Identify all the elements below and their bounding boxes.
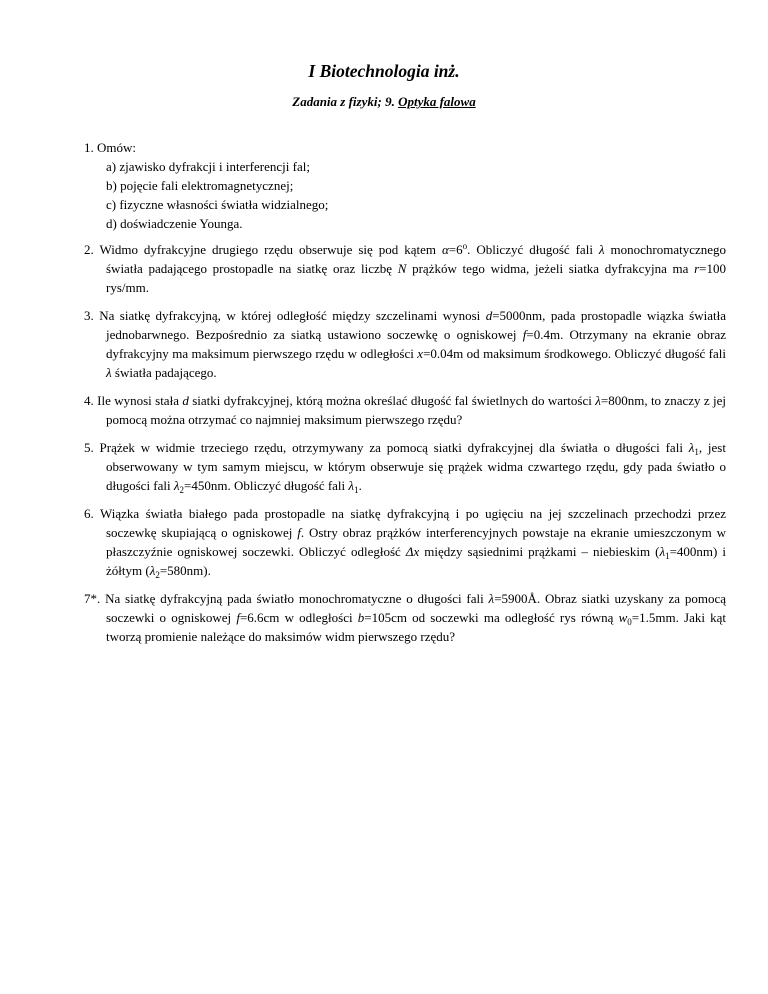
subscript: 1 bbox=[665, 551, 670, 561]
problem-1-item-c: c) fizyczne własności światła widzialnego; bbox=[106, 197, 329, 212]
problem-1 bbox=[84, 138, 726, 233]
text: =5000nm, pada prostopadle wiązka światła jednobarwnego. Bezpośrednio za siatką ustawiono soczewkę o ogniskowej bbox=[106, 308, 726, 342]
subscript: 0 bbox=[627, 617, 632, 627]
text: =400nm) i żółtym ( bbox=[106, 544, 726, 578]
text: =105cm od soczewki ma odległość rys równą bbox=[364, 610, 619, 625]
text: 2. Widmo dyfrakcyjne drugiego rzędu obserwuje się pod kątem bbox=[84, 242, 442, 257]
subtitle-topic: Optyka falowa bbox=[398, 94, 476, 109]
problem-5 bbox=[84, 438, 726, 495]
text: =100 rys/mm. bbox=[106, 261, 726, 295]
symbol-n: N bbox=[397, 261, 407, 276]
text: =6 bbox=[448, 242, 463, 257]
problem-1-item-a: a) zjawisko dyfrakcji i interferencji fal; bbox=[106, 159, 310, 174]
text: prążków tego widma, jeżeli siatka dyfrakcyjna ma bbox=[406, 261, 695, 276]
text: . Ostry obraz prążków interferencyjnych powstaje na ekranie umieszczonym w płaszczyźnie ogniskowej soczewki. Obliczyć odległość bbox=[106, 525, 726, 559]
problem-1-item-d: d) doświadczenie Younga. bbox=[106, 216, 243, 231]
text: , jest obserwowany w tym samym miejscu, w którym obserwuje się prążek widma czwartego rzędu, gdy pada światło o długości fali bbox=[106, 440, 726, 493]
problem-3 bbox=[84, 306, 726, 382]
subscript: 1 bbox=[354, 485, 359, 495]
text: =0.4m. Otrzymany na ekranie obraz dyfrakcyjny ma maksimum pierwszego rzędu w odległości bbox=[106, 327, 726, 361]
symbol-lambda: λ bbox=[173, 478, 180, 493]
text: siatki dyfrakcyjnej, którą można określać długość fal świetlnych do wartości bbox=[188, 393, 596, 408]
text: =0.04m od maksimum środkowego. Obliczyć długość fali bbox=[423, 346, 727, 361]
symbol-r: r bbox=[694, 261, 700, 276]
symbol-lambda: λ bbox=[149, 563, 156, 578]
symbol-lambda: λ bbox=[598, 242, 605, 257]
text: =800nm, to znaczy z jej pomocą można otrzymać co najmniej maksimum pierwszego rzędu? bbox=[106, 393, 727, 427]
symbol-lambda: λ bbox=[348, 478, 355, 493]
document-title: I Biotechnologia inż. bbox=[308, 61, 460, 81]
symbol-f: f bbox=[522, 327, 527, 342]
problem-4 bbox=[84, 391, 726, 429]
symbol-f: f bbox=[297, 525, 301, 540]
document-subtitle bbox=[0, 94, 768, 110]
symbol-lambda: λ bbox=[488, 591, 495, 606]
problem-1-intro: 1. Omów: bbox=[84, 140, 136, 155]
subtitle-prefix: Zadania z fizyki; 9. bbox=[292, 94, 399, 109]
text: 4. Ile wynosi stała bbox=[84, 393, 183, 408]
text: 3. Na siatkę dyfrakcyjną, w której odległość między szczelinami wynosi bbox=[84, 308, 486, 323]
symbol-lambda: λ bbox=[106, 365, 112, 380]
text: =1.5mm. Jaki kąt tworzą promienie należące do maksimów widm pierwszego rzędu? bbox=[106, 610, 726, 644]
text: =580nm). bbox=[159, 563, 211, 578]
symbol-d: d bbox=[485, 308, 493, 323]
text: 7*. Na siatkę dyfrakcyjną pada światło monochromatyczne o długości fali bbox=[84, 591, 489, 606]
text: =5900Å. Obraz siatki uzyskany za pomocą soczewki o ogniskowej bbox=[106, 591, 726, 625]
problem-2 bbox=[84, 240, 726, 297]
text: =450nm. Obliczyć długość fali bbox=[184, 478, 349, 493]
symbol-d: d bbox=[182, 393, 189, 408]
subscript: 2 bbox=[179, 485, 185, 495]
text: 5. Prążek w widmie trzeciego rzędu, otrzymywany za pomocą siatki dyfrakcyjnej dla światła o długości fali bbox=[84, 440, 689, 455]
symbol-alpha: α bbox=[441, 242, 449, 257]
text: . Obliczyć długość fali bbox=[467, 242, 599, 257]
symbol-f: f bbox=[236, 610, 240, 625]
symbol-lambda: λ bbox=[595, 393, 601, 408]
text: monochromatycznego światła padającego prostopadle na siatkę oraz liczbę bbox=[106, 242, 727, 276]
problem-1-subitems bbox=[106, 157, 726, 233]
symbol-delta-x: Δx bbox=[405, 544, 420, 559]
subscript: 2 bbox=[155, 570, 160, 580]
symbol-lambda: λ bbox=[688, 440, 695, 455]
text: między sąsiednimi prążkami – niebieskim ( bbox=[419, 544, 660, 559]
text: . bbox=[358, 478, 362, 493]
symbol-lambda: λ bbox=[659, 544, 666, 559]
problem-list bbox=[84, 138, 726, 655]
symbol-x: x bbox=[417, 346, 424, 361]
problem-6 bbox=[84, 504, 726, 580]
degree-mark: o bbox=[462, 241, 468, 251]
text: 6. Wiązka światła białego pada prostopadle na siatkę dyfrakcyjną i po ugięciu na jej szczelinach przechodzi przez soczewkę skupiającą o ogniskowej bbox=[84, 506, 726, 540]
text: =6.6cm w odległości bbox=[239, 610, 358, 625]
subscript: 1 bbox=[694, 447, 699, 457]
problem-1-item-b: b) pojęcie fali elektromagnetycznej; bbox=[106, 178, 294, 193]
problem-7 bbox=[84, 589, 726, 646]
symbol-b: b bbox=[357, 610, 365, 625]
symbol-w: w bbox=[618, 610, 628, 625]
text: światła padającego. bbox=[111, 365, 217, 380]
